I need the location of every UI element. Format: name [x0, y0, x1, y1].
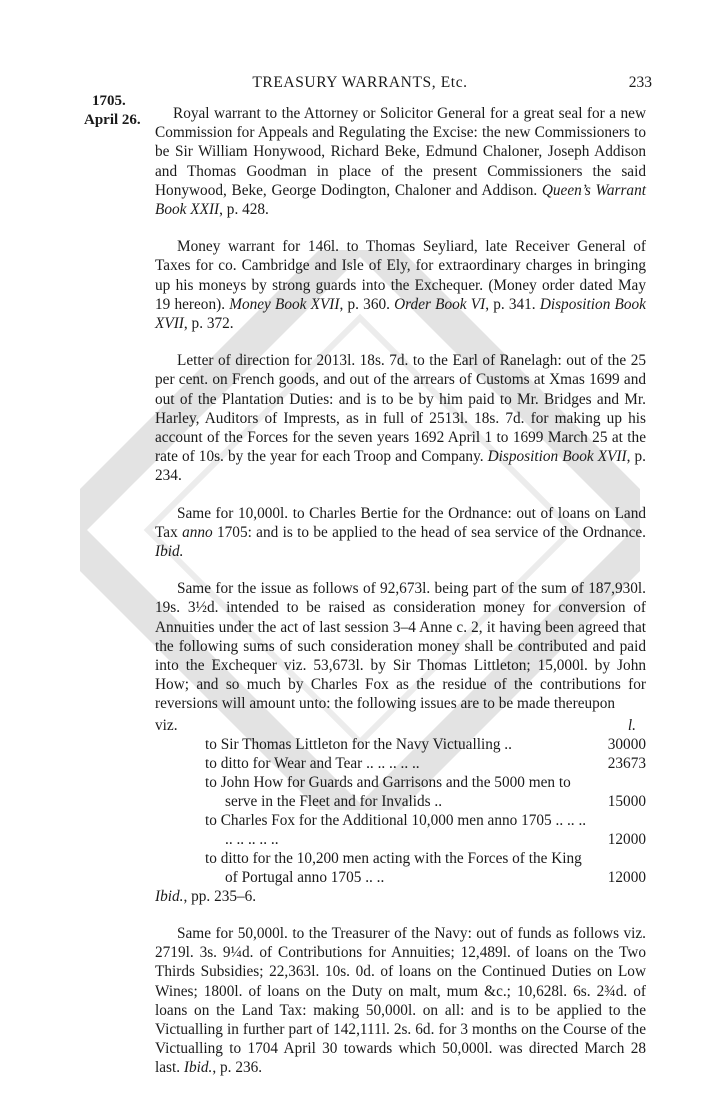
entry-page-ref: , pp. 235–6. — [183, 887, 257, 905]
issues-reference — [155, 887, 646, 906]
entry-reference: Ibid. — [155, 543, 184, 561]
issue-row — [155, 735, 646, 754]
page-number: 233 — [628, 74, 652, 91]
issue-row — [155, 754, 646, 773]
entry-reference: Ibid. — [183, 1059, 213, 1077]
entry-page-ref: , p. 428. — [219, 201, 269, 219]
issue-description: to ditto for the 10,200 men acting with the Forces of the King of Portugal anno 1705 .. .. — [205, 849, 582, 886]
entry-reference: Ibid. — [155, 887, 184, 905]
issue-row — [155, 773, 646, 811]
entry-text: Royal warrant to the Attorney or Solicitor General for a great seal for a new Commission for Appeals and Regulating the Excise: the new Commissioners to be Sir William Honywood, Richard Beke, Edmund Chaloner, Joseph Addison and Thomas Goodman in place of the present Commissioners the said Honywood, Beke, George Dodington, Chaloner and Addison. — [155, 105, 646, 199]
issue-amount: 15000 — [607, 792, 646, 810]
entry-reference: Queen’s Warrant Book XXII — [155, 181, 646, 219]
entry-page-ref: , p. 360. — [339, 295, 395, 313]
issue-description: to John How for Guards and Garrisons and the 5000 men to serve in the Fleet and for Invalids .. — [205, 773, 571, 810]
date-day: April 26. — [84, 112, 141, 128]
issue-row — [155, 811, 646, 849]
viz-label: viz. — [155, 716, 178, 734]
entry-page-ref: , p. 234. — [155, 448, 646, 485]
issues-header — [155, 716, 646, 735]
issue-description: to ditto for Wear and Tear .. .. .. .. .. — [205, 754, 420, 772]
issue-amount: 30000 — [607, 735, 646, 753]
entry-ordnance — [155, 504, 646, 562]
entry-text: Same for 10,000l. to Charles Bertie for the Ordnance: out of loans on Land Tax — [155, 504, 646, 541]
entries-column — [155, 104, 646, 1096]
entry-navy-treasurer — [155, 924, 646, 1078]
entry-page-ref: , p. 372. — [183, 315, 234, 333]
entry-text: 1705: and is to be applied to the head of sea service of the Ordnance. — [212, 523, 646, 541]
issue-amount: 12000 — [607, 868, 646, 886]
entry-reference: Disposition Book XVII — [155, 295, 646, 333]
entry-text: Same for 50,000l. to the Treasurer of the Navy: out of funds as follows viz. 2719l. 3s. 9¼d. of Contributions for Annuities; 12,489l. of loans on the Two Thirds Subsidies; 22,363l. 10s. 0d. of loans on the Continued Duties on Low Wines; 1800l. of loans on the Duty on malt, mum &c.; 10,628l. 6s. 2¾d. of loans on the Land Tax: making 50,000l. on all: and is to be applied to the Victualling in further part of 142,111l. 2s. 6d. for 3 months on the Course of the Victualling to 1704 April 30 towards which 50,000l. was directed March 28 last. — [155, 924, 646, 1077]
issue-row — [155, 849, 646, 887]
entry-royal-warrant — [155, 104, 646, 219]
entry-text: Money warrant for 146l. to Thomas Seyliard, late Receiver General of Taxes for co. Cambridge and Isle of Ely, for extraordinary charges in bringing up his moneys by strong guards into the Exchequer. (Money order dated May 19 hereon). — [155, 238, 646, 313]
issue-amount: 12000 — [607, 830, 646, 848]
entry-reference: Order Book VI — [394, 295, 486, 313]
entry-text: Same for the issue as follows of 92,673l. being part of the sum of 187,930l. 19s. 3½d. intended to be raised as consideration money for conversion of Annuities under the act of last session 3–4 Anne c. 2, it having been agreed that the following sums of such consideration money shall be contributed and paid into the Exchequer viz. 53,673l. by Sir Thomas Littleton; 15,000l. by John How; and so much by Charles Fox as the residue of the contributions for reversions will amount unto: the following issues are to be made thereupon — [155, 580, 646, 713]
issue-amount: 23673 — [607, 754, 646, 772]
entry-text: Letter of direction for 2013l. 18s. 7d. to the Earl of Ranelagh: out of the 25 per cent. on French goods, and out of the arrears of Customs at Xmas 1699 and out of the Plantation Duties: and is to be by him paid to Mr. Bridges and Mr. Harley, Auditors of Imprests, as in full of 2513l. 18s. 7d. for making up his account of the Forces for the seven years 1692 April 1 to 1699 March 25 at the rate of 10s. by the year for each Troop and Company. — [155, 352, 646, 466]
running-title: TREASURY WARRANTS, Etc. — [252, 74, 468, 91]
unit-label: l. — [627, 716, 636, 734]
entry-letter-of-direction — [155, 351, 646, 485]
date-margin — [84, 92, 164, 130]
entry-italic: anno — [182, 523, 213, 541]
entry-page-ref: , p. 341. — [485, 295, 540, 313]
entry-money-warrant — [155, 237, 646, 333]
entry-annuities-issue — [155, 579, 646, 713]
entry-page-ref: , p. 236. — [212, 1059, 263, 1077]
entry-reference: Money Book XVII — [229, 295, 340, 313]
issue-description: to Sir Thomas Littleton for the Navy Victualling .. — [205, 735, 512, 753]
issue-description: to Charles Fox for the Additional 10,000 men anno 1705 .. .. .. .. .. .. .. .. — [205, 811, 587, 848]
entry-reference: Disposition Book XVII — [487, 448, 627, 466]
issues-table — [155, 716, 646, 906]
date-year: 1705. — [92, 93, 126, 109]
